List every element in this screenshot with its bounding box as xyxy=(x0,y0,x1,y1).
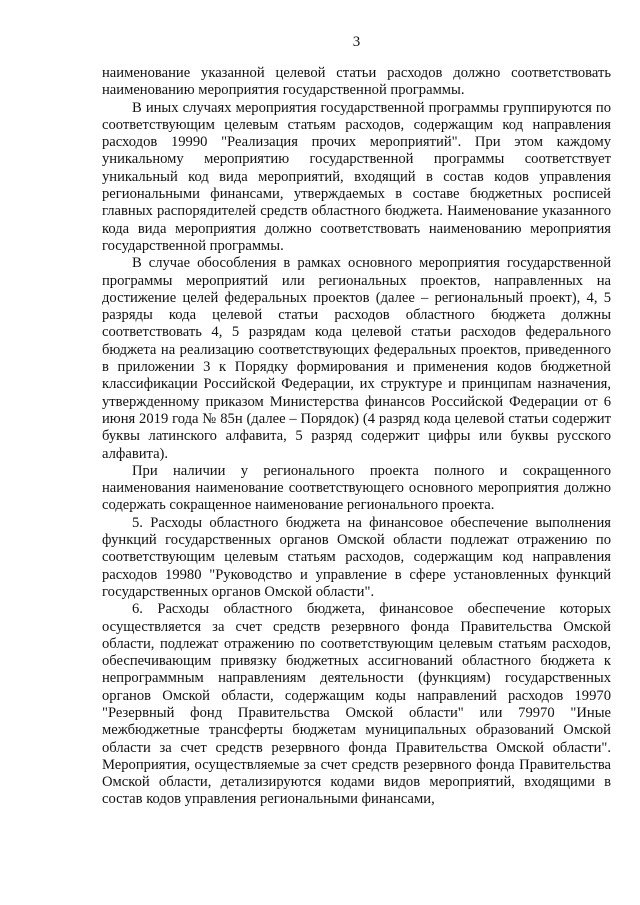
paragraph-item-5: 5. Расходы областного бюджета на финансовое обеспечение выполнения функций государственных органов Омской области подлежат отражению по соответствующим целевым статьям расходов, содержащим код направления расходов 19980 "Руководство и управление в сфере установленных функций государственных органов Омской области". xyxy=(102,514,611,600)
paragraph-regional-projects: В случае обособления в рамках основного мероприятия государственной программы мероприятий или региональных проектов, направленных на достижение целей федеральных проектов (далее – региональный проект), 4, 5 разряды кода целевой статьи расходов областного бюджета должны соответствовать 4, 5 разрядам кода целевой статьи расходов федерального бюджета на реализацию соответствующих федеральных проектов, приведенного в приложении 3 к Порядку формирования и применения кодов бюджетной классификации Российской Федерации, их структуре и принципам назначения, утвержденному приказом Министерства финансов Российской Федерации от 6 июня 2019 года № 85н (далее – Порядок) (4 разряд кода целевой статьи содержит буквы латинского алфавита, 5 разряд содержит цифры или буквы русского алфавита). xyxy=(102,255,611,462)
paragraph-other-cases: В иных случаях мероприятия государственной программы группируются по соответствующим целевым статьям расходов, содержащим код направления расходов 19990 "Реализация прочих мероприятий". При этом каждому уникальному мероприятию государственной программы соответствует уникальный код вида мероприятий, входящий в состав кодов управления региональными финансами, утверждаемых в составе бюджетных росписей главных распорядителей средств областного бюджета. Наименование указанного кода вида мероприятия должно соответствовать наименованию мероприятия государственной программы. xyxy=(102,99,611,254)
page-number: 3 xyxy=(352,34,361,50)
paragraph-short-name: При наличии у регионального проекта полного и сокращенного наименования наименование соответствующего основного мероприятия должно содержать сокращенное наименование регионального проекта. xyxy=(102,462,611,514)
paragraph-item-6: 6. Расходы областного бюджета, финансовое обеспечение которых осуществляется за счет средств резервного фонда Правительства Омской области, подлежат отражению по соответствующим целевым статьям расходов, обеспечивающим привязку бюджетных ассигнований областного бюджета к непрограммным направлениям деятельности (функциям) государственных органов Омской области, содержащим коды направлений расходов 19970 "Резервный фонд Правительства Омской области" или 79970 "Иные межбюджетные трансферты бюджетам муниципальных образований Омской области за счет средств резервного фонда Правительства Омской области". Мероприятия, осуществляемые за счет средств резервного фонда Правительства Омской области, детализируются кодами видов мероприятий, входящими в состав кодов управления региональными финансами, xyxy=(102,601,611,808)
paragraph-continuation: наименование указанной целевой статьи расходов должно соответствовать наименованию мероприятия государственной программы. xyxy=(102,65,611,99)
